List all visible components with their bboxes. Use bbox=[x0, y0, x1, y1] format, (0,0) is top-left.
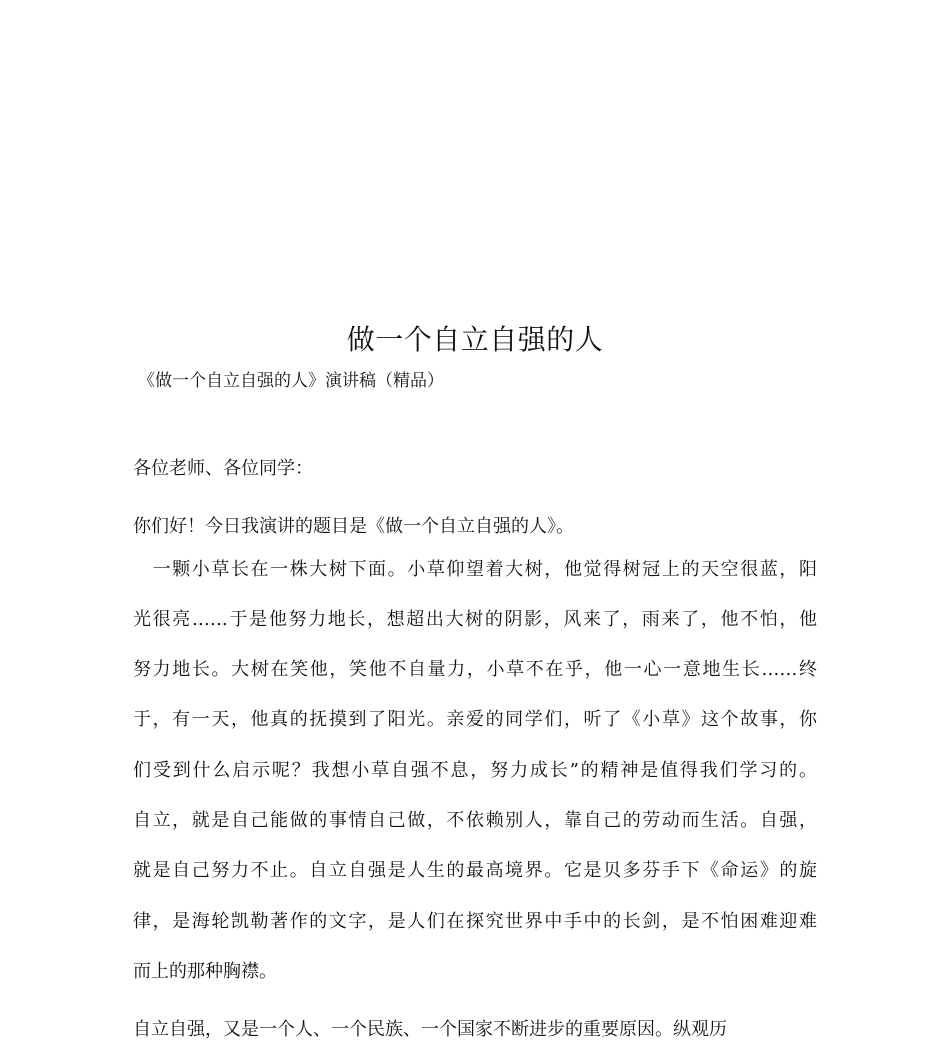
body-line: 就是自己努力不止。自立自强是人生的最高境界。它是贝多芬手下《命运》的旋 bbox=[133, 860, 817, 881]
body-line: 于，有一天，他真的抚摸到了阳光。亲爱的同学们，听了《小草》这个故事，你 bbox=[133, 709, 817, 730]
body-line: 律，是海轮凯勒著作的文字，是人们在探究世界中手中的长剑，是不怕困难迎难 bbox=[133, 911, 817, 932]
page-title: 做一个自立自强的人 bbox=[346, 323, 604, 356]
salutation: 各位老师、各位同学： bbox=[133, 458, 313, 479]
body-line: 光很亮……于是他努力地长，想超出大树的阴影，风来了，雨来了，他不怕，他 bbox=[133, 609, 817, 630]
body-line-partial: 自立自强，又是一个人、一个民族、一个国家不断进步的重要原因。纵观历 bbox=[133, 1019, 727, 1040]
greeting: 你们好！今日我演讲的题目是《做一个自立自强的人》。 bbox=[133, 516, 574, 537]
document-subtitle: 《做一个自立自强的人》演讲稿（精品） bbox=[138, 371, 444, 391]
body-line: 而上的那种胸襟。 bbox=[133, 961, 277, 982]
body-line: 努力地长。大树在笑他，笑他不自量力，小草不在乎，他一心一意地生长……终 bbox=[133, 659, 817, 680]
body-line: 自立，就是自己能做的事情自己做，不依赖别人，靠自己的劳动而生活。自强， bbox=[133, 810, 817, 831]
body-line: 们受到什么启示呢？我想小草自强不息，努力成长”的精神是值得我们学习的。 bbox=[133, 760, 817, 781]
body-line: 一颗小草长在一株大树下面。小草仰望着大树，他觉得树冠上的天空很蓝，阳 bbox=[133, 559, 817, 580]
